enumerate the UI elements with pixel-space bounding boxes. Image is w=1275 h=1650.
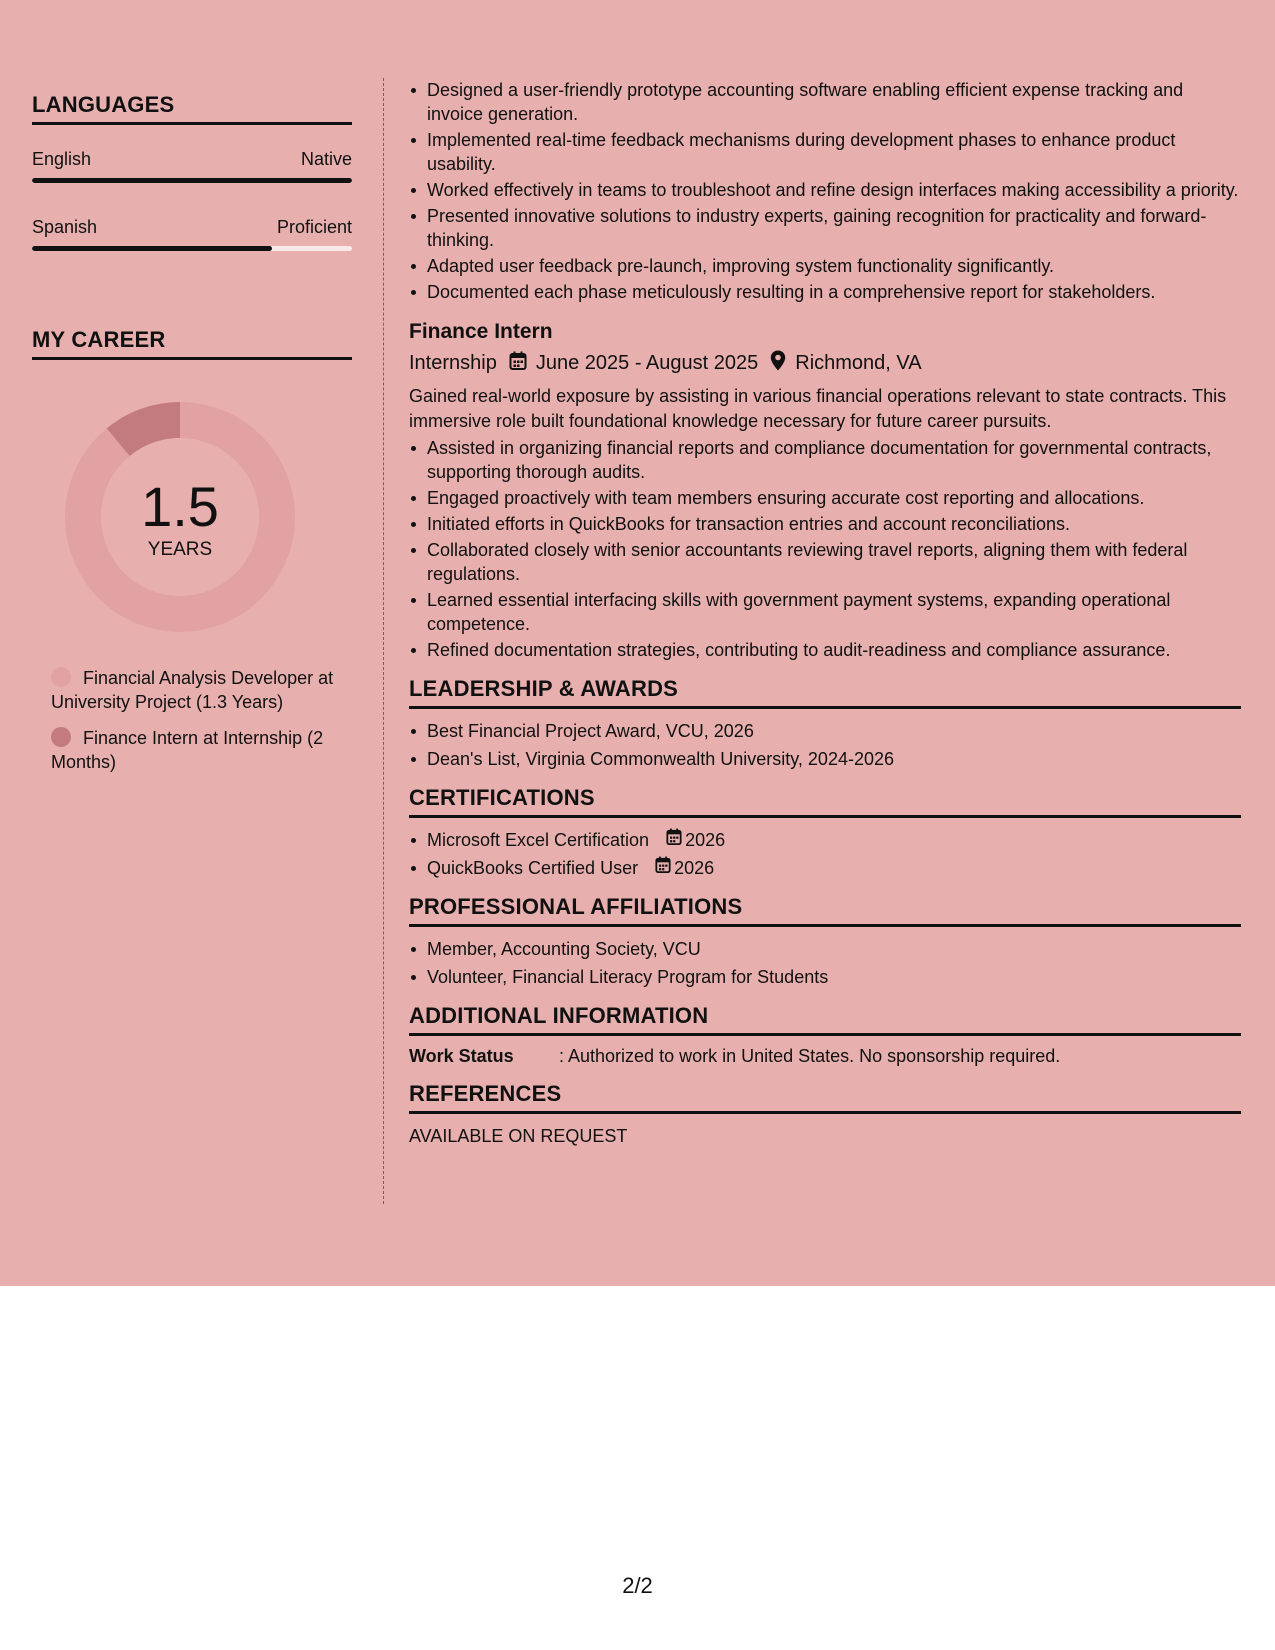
project-bullets: [409, 78, 1241, 304]
career-total-unit: YEARS: [147, 539, 213, 560]
page-number: 2/2: [622, 1573, 653, 1598]
certification-year: 2026: [685, 830, 726, 850]
additional-info-section: [409, 1003, 1241, 1067]
references-heading: REFERENCES: [409, 1081, 1241, 1114]
list-item: Member, Accounting Society, VCU: [427, 937, 1241, 961]
language-level: Native: [300, 149, 352, 169]
affiliations-section: [409, 894, 1241, 989]
list-item: Refined documentation strategies, contributing to audit-readiness and compliance assurance.: [427, 638, 1241, 662]
leadership-section: [409, 676, 1241, 771]
work-status-label: Work Status: [409, 1046, 514, 1066]
career-donut-chart: [65, 402, 295, 632]
legend-dot-icon: [51, 727, 71, 747]
language-proficiency-fill: [32, 246, 272, 251]
list-item: [427, 856, 1241, 880]
job-bullets: [409, 436, 1241, 662]
legend-label: Finance Intern at Internship (2 Months): [51, 728, 324, 772]
right-column: [409, 78, 1241, 1147]
column-divider: [383, 78, 384, 1204]
certifications-heading: CERTIFICATIONS: [409, 785, 1241, 818]
language-proficiency-fill: [32, 178, 352, 183]
additional-info-heading: ADDITIONAL INFORMATION: [409, 1003, 1241, 1036]
references-text: AVAILABLE ON REQUEST: [409, 1126, 628, 1146]
calendar-icon: [666, 828, 682, 852]
job-location: Richmond, VA: [795, 352, 922, 374]
references-section: [409, 1081, 1241, 1147]
list-item: Dean's List, Virginia Commonwealth University, 2024-2026: [427, 747, 1241, 771]
language-name: Spanish: [32, 217, 98, 237]
leadership-heading: LEADERSHIP & AWARDS: [409, 676, 1241, 709]
map-pin-icon: [770, 350, 786, 377]
career-legend: [32, 666, 352, 774]
languages-heading: LANGUAGES: [32, 92, 352, 125]
job-type: Internship: [409, 352, 497, 374]
list-item: Initiated efforts in QuickBooks for transaction entries and account reconciliations.: [427, 512, 1241, 536]
list-item: [427, 828, 1241, 852]
left-column: [32, 92, 352, 786]
affiliations-heading: PROFESSIONAL AFFILIATIONS: [409, 894, 1241, 927]
language-proficiency-bar: [32, 178, 352, 183]
list-item: Assisted in organizing financial reports and compliance documentation for governmental contracts, supporting thorough audits.: [427, 436, 1241, 484]
list-item: Best Financial Project Award, VCU, 2026: [427, 719, 1241, 743]
certifications-section: [409, 785, 1241, 880]
language-english: [32, 149, 352, 183]
list-item: Learned essential interfacing skills with government payment systems, expanding operational competence.: [427, 588, 1241, 636]
work-status-value: : Authorized to work in United States. No sponsorship required.: [559, 1046, 1061, 1066]
list-item: Volunteer, Financial Literacy Program for Students: [427, 965, 1241, 989]
career-legend-item: [51, 726, 352, 774]
legend-dot-icon: [51, 667, 71, 687]
language-level: Proficient: [276, 217, 352, 237]
calendar-icon: [655, 856, 671, 880]
list-item: Documented each phase meticulously resulting in a comprehensive report for stakeholders.: [427, 280, 1241, 304]
career-total-years: 1.5: [141, 475, 219, 538]
certification-name: Microsoft Excel Certification: [427, 830, 650, 850]
certification-name: QuickBooks Certified User: [427, 858, 639, 878]
list-item: Designed a user-friendly prototype accounting software enabling efficient expense tracking and invoice generation.: [427, 78, 1241, 126]
list-item: Adapted user feedback pre-launch, improving system functionality significantly.: [427, 254, 1241, 278]
legend-label: Financial Analysis Developer at University Project (1.3 Years): [51, 668, 334, 712]
job-description: Gained real-world exposure by assisting in various financial operations relevant to state contracts. This immersive role built foundational knowledge necessary for future career pursuits.: [409, 386, 1227, 431]
list-item: Engaged proactively with team members ensuring accurate cost reporting and allocations.: [427, 486, 1241, 510]
list-item: Collaborated closely with senior accountants reviewing travel reports, aligning them with federal regulations.: [427, 538, 1241, 586]
career-heading: MY CAREER: [32, 327, 352, 360]
list-item: Presented innovative solutions to industry experts, gaining recognition for practicality and forward-thinking.: [427, 204, 1241, 252]
language-name: English: [32, 149, 92, 169]
job-meta: [409, 350, 1241, 377]
certification-year: 2026: [674, 858, 715, 878]
list-item: Implemented real-time feedback mechanisms during development phases to enhance product usability.: [427, 128, 1241, 176]
language-spanish: [32, 217, 352, 251]
calendar-icon: [509, 351, 527, 377]
list-item: Worked effectively in teams to troubleshoot and refine design interfaces making accessibility a priority.: [427, 178, 1241, 202]
language-proficiency-bar: [32, 246, 352, 251]
job-dates: June 2025 - August 2025: [535, 352, 759, 374]
job-title: Finance Intern: [409, 320, 553, 343]
career-legend-item: [51, 666, 352, 714]
